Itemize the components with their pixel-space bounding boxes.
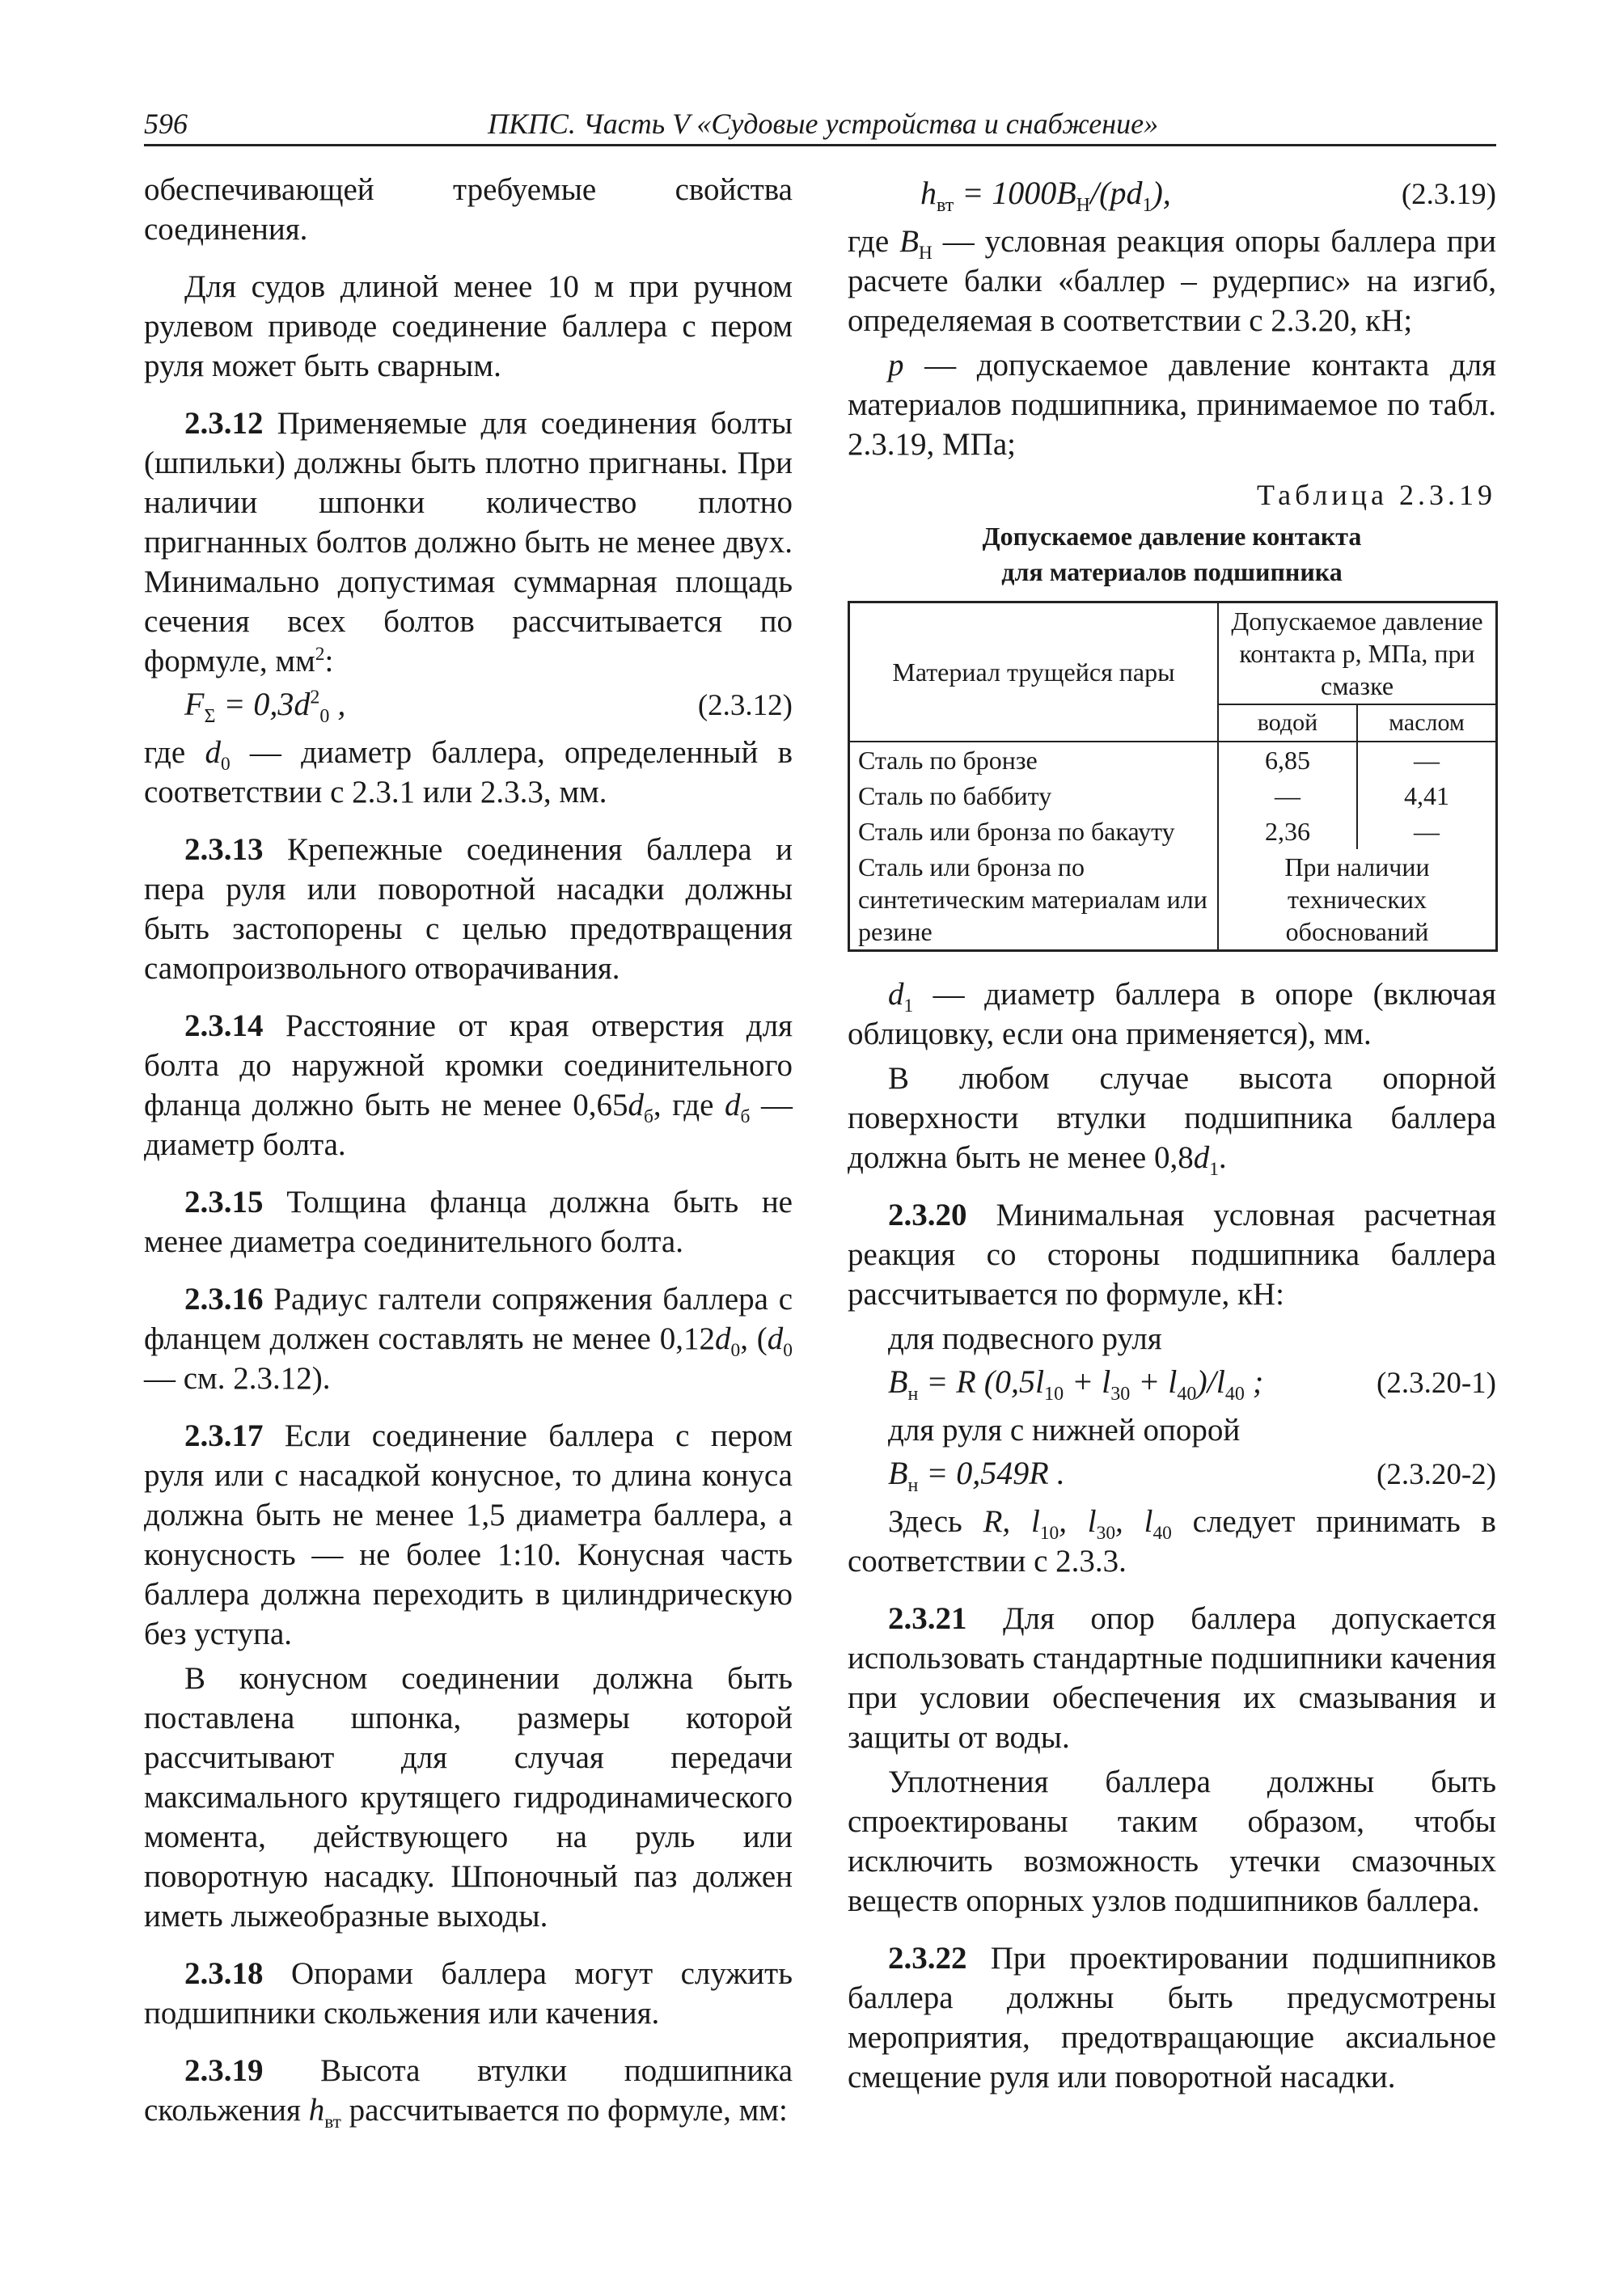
paragraph-here-vars: Здесь R, $l_{10}$, $l_{30}$, $l_{40}$ следует принимать в соответствии с 2.3.3. (848, 1504, 1496, 1579)
table-header-material: Материал трущейся пары (849, 602, 1219, 742)
section-2-3-20: 2.3.20 Минимальная условная расчетная реакция со стороны подшипника баллера рассчитывается по формуле, кН: (848, 1198, 1496, 1312)
section-2-3-18: 2.3.18 Опорами баллера могут служить подшипники скольжения или качения. (144, 1956, 793, 2031)
paragraph-continuation: обеспечивающей требуемые свойства соединения. (144, 172, 793, 247)
definition-bn: где $B_Н$ — условная реакция опоры баллера при расчете балки «баллер – рудерпис» на изгиб, определяемая в соответствии с 2.3.20, кН; (848, 224, 1496, 338)
table-row: Сталь по бронзе 6,85 — (849, 742, 1497, 778)
paragraph-small-vessels: Для судов длиной менее 10 м при ручном рулевом приводе соединение баллера с пером руля может быть сварным. (144, 269, 793, 383)
paragraph-cone-key: В конусном соединении должна быть поставлена шпонка, размеры которой рассчитывают для случая передачи максимального крутящего гидродинамического момента, действующего на руль или поворотную насадку. Шпоночный паз должен иметь лыжеобразные выходы. (144, 1661, 793, 1934)
table-row: Сталь или бронза по бакауту 2,36 — (849, 814, 1497, 849)
table-header-water: водой (1218, 704, 1357, 742)
section-2-3-15: 2.3.15 Толщина фланца должна быть не менее диаметра соединительного болта. (144, 1185, 793, 1259)
bearing-pressure-table (848, 601, 1498, 952)
section-2-3-12: 2.3.12 Применяемые для соединения болты (шпильки) должны быть плотно пригнаны. При наличии шпонки количество плотно пригнанных болтов должно быть не менее двух. Минимально допустимая суммарная площадь сечения всех болтов рассчитывается по формуле, $мм^2$: (144, 406, 793, 678)
formula-2-3-12: $F_\Sigma = 0,3d^2_0$ , (2.3.12) (184, 686, 793, 727)
paragraph-seals: Уплотнения баллера должны быть спроектированы таким образом, чтобы исключить возможность утечки смазочных веществ опорных узлов подшипников баллера. (848, 1765, 1496, 1918)
label-suspended-rudder: для подвесного руля (888, 1321, 1162, 1356)
formula-number: (2.3.20-1) (1377, 1367, 1496, 1400)
formula-2-3-20-1: $B_н = R$ $(0,5l_{10} + l_{30} + l_{40})/l_{40}$ ; (2.3.20-1) (888, 1363, 1496, 1405)
section-2-3-13: 2.3.13 Крепежные соединения баллера и пера руля или поворотной насадки должны быть застопорены с целью предотвращения самопроизвольного отворачивания. (144, 832, 793, 986)
formula-2-3-19: $h_{вт} = 1000B_Н/(pd_1)$, (2.3.19) (920, 175, 1496, 216)
section-number: 2.3.16 (184, 1282, 264, 1317)
formula-number: (2.3.19) (1401, 178, 1496, 211)
section-number: 2.3.20 (888, 1198, 967, 1232)
section-number: 2.3.18 (184, 1956, 264, 1991)
section-number: 2.3.15 (184, 1185, 264, 1219)
section-2-3-14: 2.3.14 Расстояние от края отверстия для болта до наружной кромки соединительного фланца должно быть не менее $0,65d_б$, где $d_б$ — диаметр болта. (144, 1008, 793, 1162)
definition-d0: где $d_0$ — диаметр баллера, определенный в соответствии с 2.3.1 или 2.3.3, мм. (144, 735, 793, 809)
table-row: Сталь по баббиту — 4,41 (849, 778, 1497, 814)
definition-p: p — допускаемое давление контакта для материалов подшипника, принимаемое по табл. 2.3.19, МПа; (848, 348, 1496, 462)
left-column (144, 170, 793, 2148)
section-2-3-21: 2.3.21 Для опор баллера допускается использовать стандартные подшипники качения при условии обеспечения их смазывания и защиты от воды. (848, 1601, 1496, 1755)
section-number: 2.3.21 (888, 1601, 967, 1636)
running-title: ПКПС. Часть V «Судовые устройства и снабжение» (488, 108, 1159, 140)
section-number: 2.3.19 (184, 2053, 264, 2088)
page-number: 596 (144, 108, 188, 140)
definition-d1: $d_1$ — диаметр баллера в опоре (включая облицовку, если она применяется), мм. (848, 977, 1496, 1051)
section-2-3-19: 2.3.19 Высота втулки подшипника скольжения $h_{вт}$ рассчитывается по формуле, мм: (144, 2053, 793, 2132)
section-number: 2.3.14 (184, 1008, 264, 1043)
right-column (848, 170, 1496, 2115)
section-2-3-17: 2.3.17 Если соединение баллера с пером руля или с насадкой конусное, то длина конуса должна быть не менее 1,5 диаметра баллера, а конусность — не более 1:10. Конусная часть баллера должна переходить в цилиндрическую без уступа. (144, 1418, 793, 1651)
section-number: 2.3.12 (184, 406, 264, 441)
formula-2-3-20-2: $B_н = 0,549R$ . (2.3.20-2) (888, 1455, 1496, 1496)
section-2-3-22: 2.3.22 При проектировании подшипников баллера должны быть предусмотрены мероприятия, предотвращающие аксиальное смещение руля или поворотной насадки. (848, 1941, 1496, 2094)
paragraph-min-height: В любом случае высота опорной поверхности втулки подшипника баллера должна быть не менее $0,8d_1$. (848, 1061, 1496, 1180)
table-title: Допускаемое давление контакта для материалов подшипника (982, 522, 1362, 586)
table-label: Таблица 2.3.19 (1257, 479, 1496, 511)
section-number: 2.3.22 (888, 1941, 967, 1976)
table-row: Сталь или бронза по синтетическим материалам или резине При наличии технических обоснований (849, 849, 1497, 951)
table-header-pressure: Допускаемое давление контакта p, МПа, при смазке (1218, 602, 1497, 705)
section-number: 2.3.17 (184, 1418, 264, 1453)
formula-number: (2.3.20-2) (1377, 1458, 1496, 1491)
formula-number: (2.3.12) (697, 689, 793, 722)
label-lower-support-rudder: для руля с нижней опорой (888, 1413, 1241, 1448)
section-2-3-16: 2.3.16 Радиус галтели сопряжения баллера с фланцем должен составлять не менее $0,12d_0$, ($d_0$ — см. 2.3.12). (144, 1282, 793, 1396)
running-header (144, 104, 1496, 146)
section-number: 2.3.13 (184, 832, 264, 867)
table-header-oil: маслом (1357, 704, 1497, 742)
